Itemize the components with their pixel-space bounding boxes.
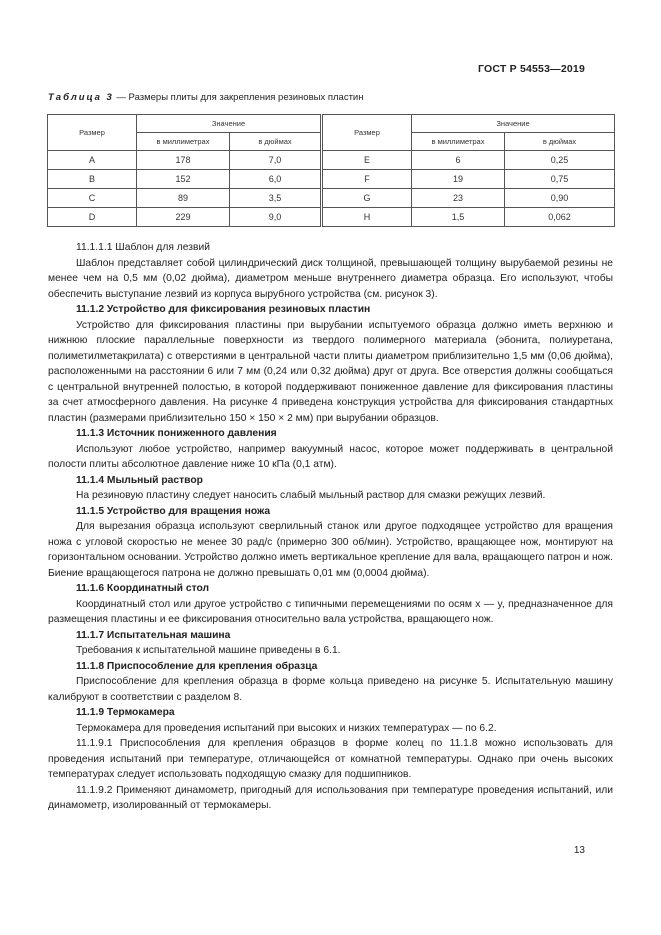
table-cell: C (48, 189, 137, 208)
section-heading: 11.1.3 Источник пониженного давления (76, 428, 277, 439)
table-cell: 9,0 (230, 208, 322, 227)
table-cell: 1,5 (412, 208, 505, 227)
table-row (48, 189, 615, 208)
paragraph: Требования к испытательной машине приведены в 6.1. (76, 645, 341, 656)
document-body (48, 240, 613, 814)
paragraph: 11.1.9.1 Приспособления для крепления образцов в форме колец по 11.1.8 можно использовать для проведения испытаний при температуре, отличающейся от комнатной температуры. Однако при очень высоких температурах следует использовать подходящую смазку для подшипников. (48, 738, 613, 780)
section-heading: 11.1.4 Мыльный раствор (76, 474, 203, 486)
table-cell: G (322, 189, 412, 208)
table-row (48, 170, 615, 189)
section-heading: 11.1.9 Термокамера (76, 707, 175, 718)
section-heading: 11.1.2 Устройство для фиксирования резиновых пластин (76, 304, 371, 315)
section-heading: 11.1.7 Испытательная машина (76, 629, 231, 641)
subsection-heading: 11.1.1.1 Шаблон для лезвий (76, 242, 210, 253)
table-row (48, 151, 615, 170)
section-heading: 11.1.6 Координатный стол (76, 583, 210, 594)
table-header-row (48, 115, 615, 133)
table-cell: F (322, 170, 412, 189)
table-caption-label: Таблица 3 (48, 92, 114, 103)
paragraph: Термокамера для проведения испытаний при высоких и низких температурах — по 6.2. (76, 722, 497, 734)
table-cell: 0,75 (505, 170, 615, 189)
paragraph: Для вырезания образца используют сверлильный станок или другое подходящее устройство для вращения ножа с угловой скоростью не менее 30 рад/с (примерно 300 об/мин). Устройство, вращающее нож, монтируют на горизонтальном основании. Устройство должно иметь вертикальное крепление для вала, вращающего патрон и нож. Биение вращающегося патрона не должно превышать 0,01 мм (0,0004 дюйма). (48, 521, 613, 579)
header-in-right: в дюймах (505, 133, 615, 151)
paragraph: Приспособление для крепления образца в форме кольца приведено на рисунке 5. Испытательную машину калибруют в соответствии с разделом 8. (48, 676, 613, 703)
table-cell: 0,062 (505, 208, 615, 227)
header-size-left: Размер (48, 115, 137, 151)
document-id: ГОСТ Р 54553—2019 (477, 63, 585, 75)
table-caption (48, 92, 363, 103)
paragraph: Используют любое устройство, например вакуумный насос, которое может поддерживать в центральной полости плиты абсолютное давление ниже 10 кПа (0,1 атм). (48, 443, 613, 470)
table-cell: 19 (412, 170, 505, 189)
table-cell: 178 (137, 151, 230, 170)
table-cell: 7,0 (230, 151, 322, 170)
table-cell: 23 (412, 189, 505, 208)
table-cell: 3,5 (230, 189, 322, 208)
paragraph: Координатный стол или другое устройство с типичными перемещениями по осям x — y, предназначенное для размещения пластины и ее фиксирования относительно вала устройства, вращающего нож. (48, 598, 613, 625)
table-cell: 6,0 (230, 170, 322, 189)
table-caption-text: — Размеры плиты для закрепления резиновых пластин (113, 92, 364, 103)
dimensions-table (47, 114, 615, 227)
table-row (48, 208, 615, 227)
table-cell: 0,90 (505, 189, 615, 208)
page-number: 13 (573, 845, 585, 856)
section-heading: 11.1.5 Устройство для вращения ножа (76, 505, 271, 517)
header-size-right: Размер (322, 115, 412, 151)
table-cell: B (48, 170, 137, 189)
table-cell: 152 (137, 170, 230, 189)
section-heading: 11.1.8 Приспособление для крепления образца (76, 660, 318, 672)
table-cell: 229 (137, 208, 230, 227)
table-cell: E (322, 151, 412, 170)
table-cell: H (322, 208, 412, 227)
header-mm-right: в миллиметрах (412, 133, 505, 151)
table-cell: 0,25 (505, 151, 615, 170)
paragraph: Шаблон представляет собой цилиндрический диск толщиной, превышающей толщину вырубаемой резины не менее чем на 0,5 мм (0,02 дюйма), диаметром меньше внутреннего диаметра образца. Его используют, чтобы обеспечить выступание лезвий из корпуса вырубного устройства (см. рисунок 3). (48, 257, 613, 300)
paragraph: 11.1.9.2 Применяют динамометр, пригодный для использования при температуре проведения испытаний, или динамометр, изолированный от термокамеры. (48, 784, 613, 811)
paragraph: Устройство для фиксирования пластины при вырубании испытуемого образца должно иметь верхнюю и нижнюю плоские параллельные поверхности из твердого полимерного материала (эбонита, полиуретана, полиметилметакрилата) с отверстиями в центральной части плиты диаметром приблизительно 1,5 мм (0,06 дюйма), расположенными на расстоянии 6 или 7 мм (0,24 или 0,32 дюйма) друг от друга. Все отверстия должны сообщаться с центральной внутренней полостью, в которой поддерживают пониженное давление для фиксирования пластины за счет атмосферного давления. На рисунке 4 приведена конструкция устройства для фиксирования стандартных пластин (размерами приблизительно 150 × 150 × 2 мм) при вырубании образцов. (48, 319, 613, 424)
header-mm-left: в миллиметрах (137, 133, 230, 151)
table-cell: D (48, 208, 137, 227)
table-cell: 89 (137, 189, 230, 208)
paragraph: На резиновую пластину следует наносить слабый мыльный раствор для смазки режущих лезвий. (76, 490, 546, 501)
header-in-left: в дюймах (230, 133, 322, 151)
table-cell: 6 (412, 151, 505, 170)
header-value-right: Значение (412, 115, 615, 133)
table-cell: A (48, 151, 137, 170)
header-value-left: Значение (137, 115, 322, 133)
